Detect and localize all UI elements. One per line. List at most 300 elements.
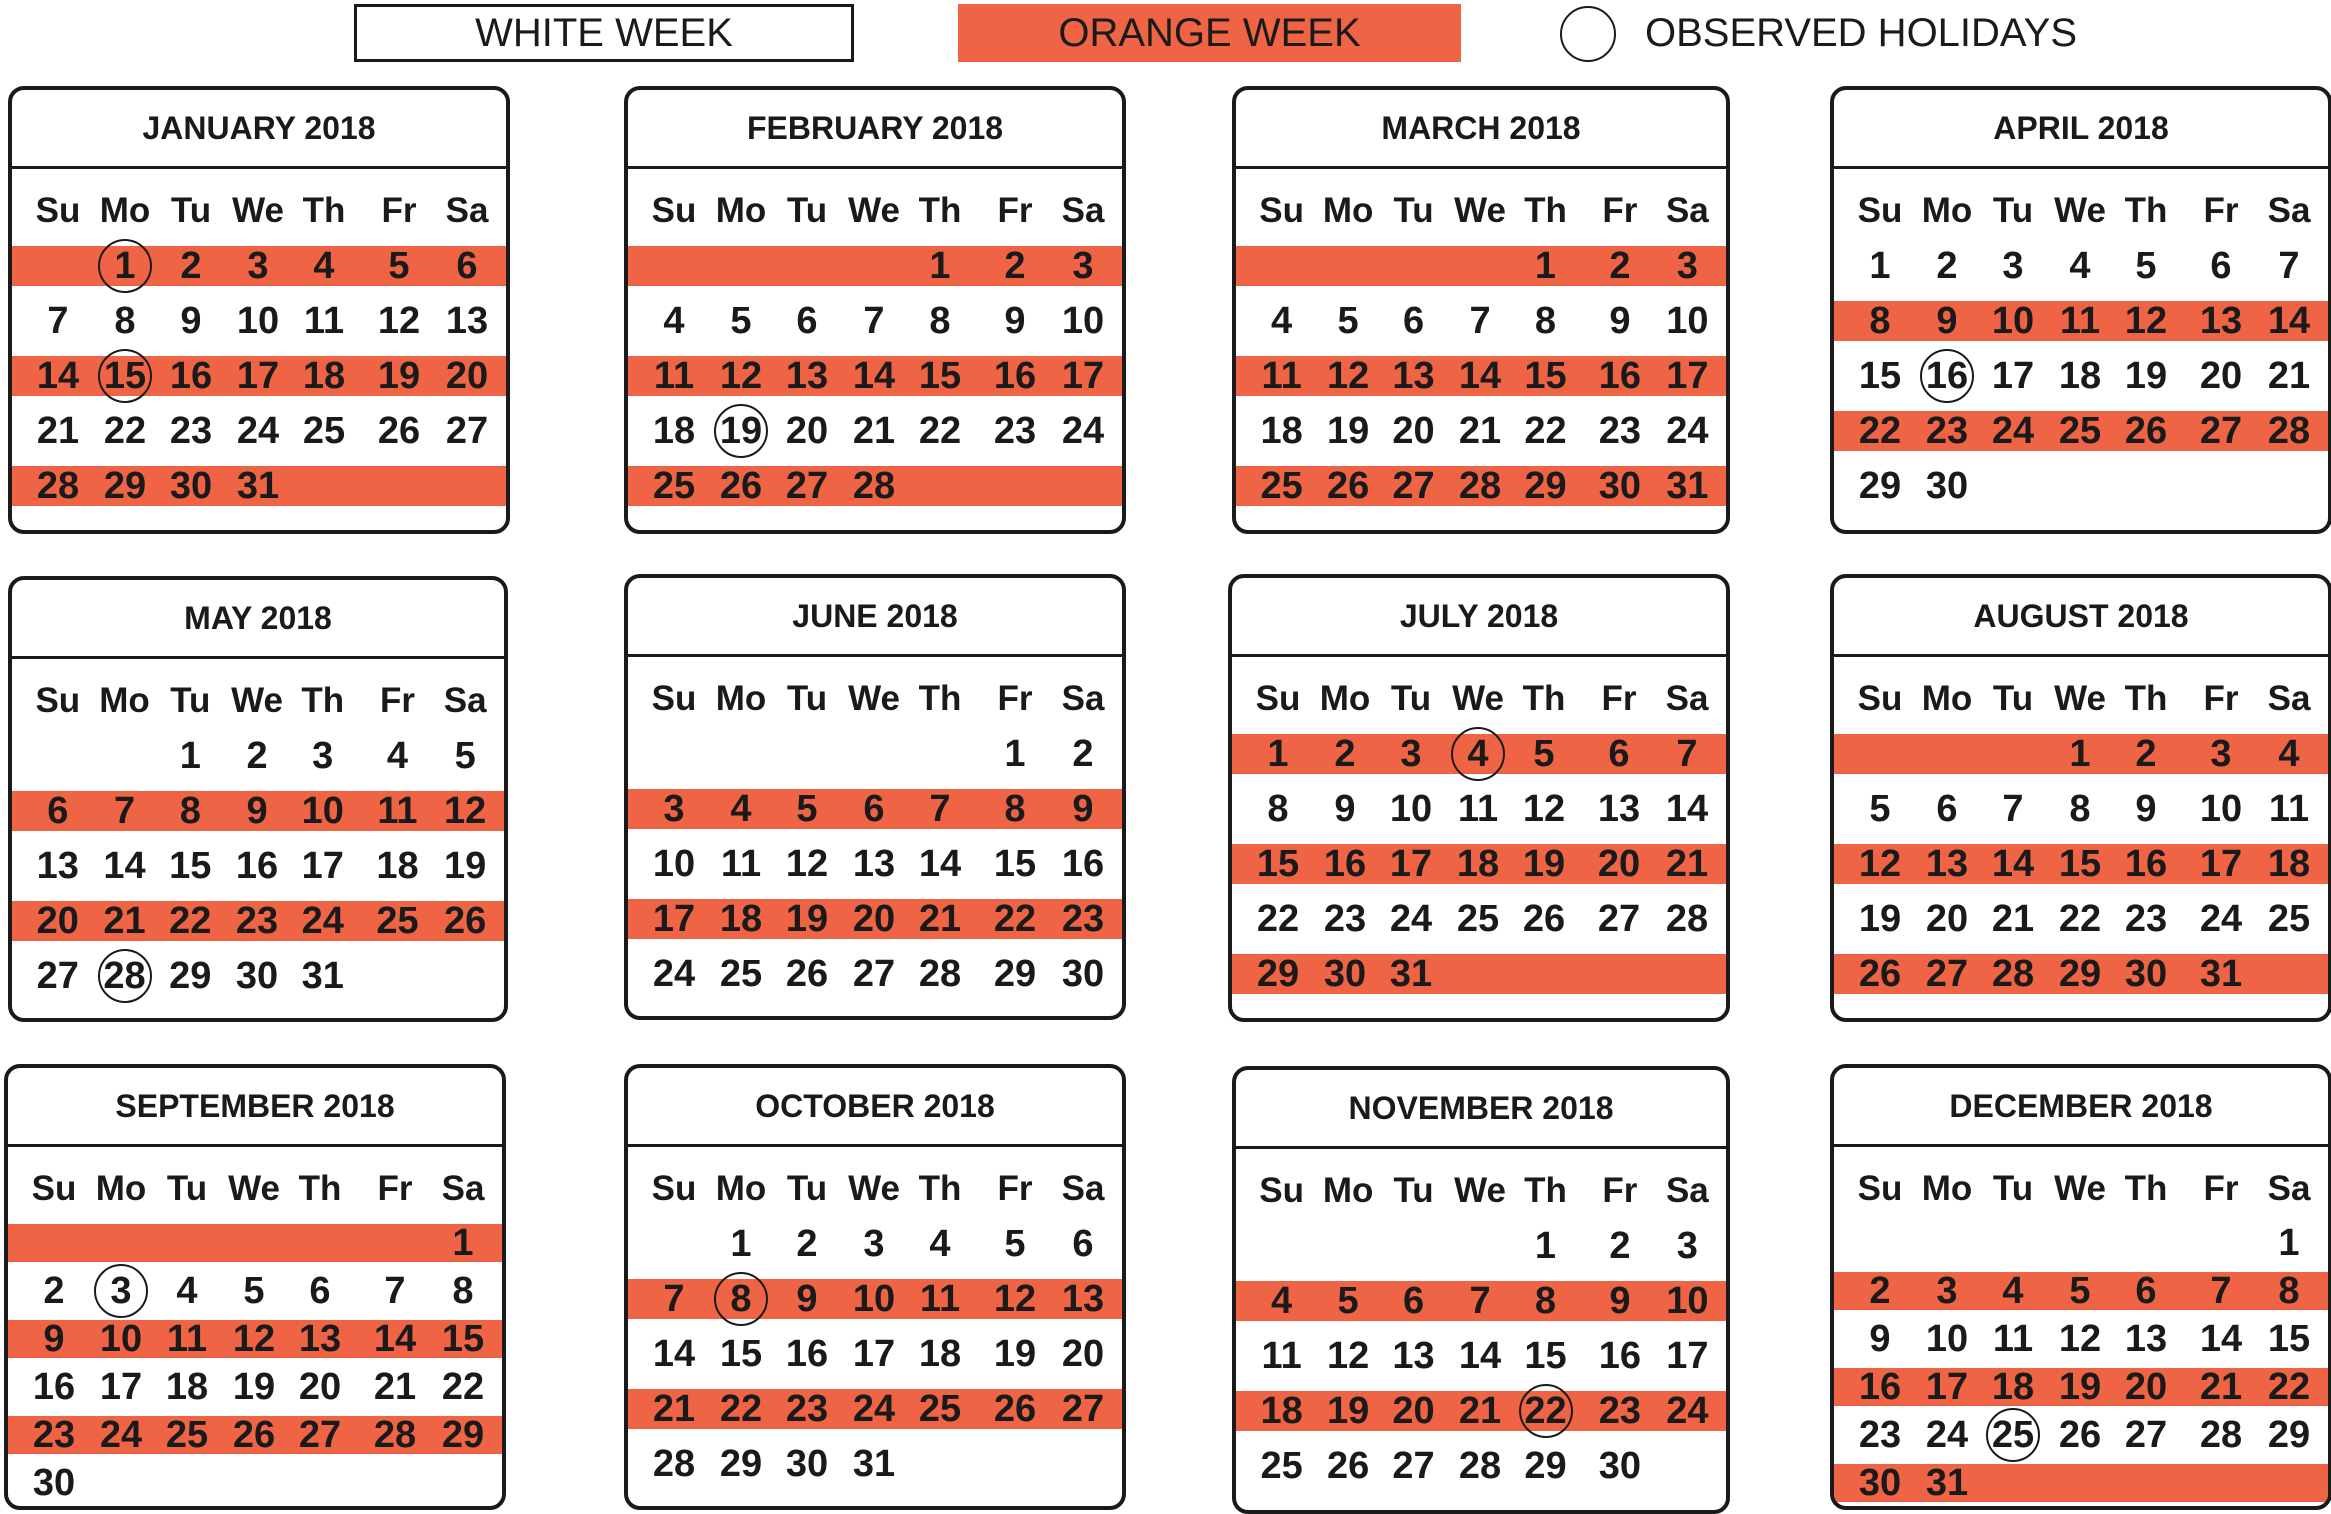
day-cell[interactable] [223, 956, 291, 996]
day-cell[interactable] [1377, 844, 1445, 884]
day-cell[interactable] [707, 1224, 775, 1264]
day-cell[interactable] [1380, 1391, 1448, 1431]
day-cell[interactable] [223, 791, 291, 831]
day-cell[interactable] [1653, 466, 1721, 506]
day-cell[interactable] [431, 736, 499, 776]
day-cell[interactable] [981, 1279, 1049, 1319]
day-cell[interactable] [2046, 356, 2114, 396]
day-cell[interactable] [223, 736, 291, 776]
day-cell[interactable] [157, 411, 225, 451]
day-cell[interactable] [1446, 1391, 1514, 1431]
day-cell[interactable] [433, 356, 501, 396]
day-cell[interactable] [840, 411, 908, 451]
day-cell[interactable] [981, 1389, 1049, 1429]
day-cell[interactable] [981, 356, 1049, 396]
day-cell[interactable] [1248, 356, 1316, 396]
day-cell[interactable] [707, 1334, 775, 1374]
day-cell[interactable] [981, 954, 1049, 994]
day-cell[interactable] [2187, 1413, 2255, 1456]
day-cell[interactable] [1244, 899, 1312, 939]
day-cell[interactable] [1049, 954, 1117, 994]
day-cell[interactable] [1049, 301, 1117, 341]
day-cell[interactable] [640, 301, 708, 341]
day-cell[interactable] [24, 791, 92, 831]
day-cell[interactable] [1377, 789, 1445, 829]
day-cell[interactable] [1049, 1389, 1117, 1429]
day-cell[interactable] [2187, 1317, 2255, 1360]
day-cell[interactable] [365, 301, 433, 341]
day-cell[interactable] [1248, 1281, 1316, 1321]
day-cell[interactable] [2187, 1365, 2255, 1408]
day-cell[interactable] [1979, 1269, 2047, 1312]
day-cell[interactable] [1049, 1334, 1117, 1374]
day-cell[interactable] [1979, 1317, 2047, 1360]
day-cell[interactable] [773, 1334, 841, 1374]
day-cell[interactable] [2112, 1365, 2180, 1408]
day-cell[interactable] [87, 1413, 155, 1456]
day-cell[interactable] [87, 1365, 155, 1408]
day-cell[interactable] [1248, 466, 1316, 506]
day-cell[interactable] [1913, 411, 1981, 451]
day-cell[interactable] [20, 1317, 88, 1360]
day-cell[interactable] [1979, 1365, 2047, 1408]
day-cell[interactable] [840, 1279, 908, 1319]
day-cell[interactable] [2255, 844, 2323, 884]
day-cell[interactable] [2046, 1413, 2114, 1456]
day-cell[interactable] [1248, 1446, 1316, 1486]
day-cell[interactable] [2112, 954, 2180, 994]
day-cell[interactable] [773, 789, 841, 829]
day-cell[interactable] [156, 901, 224, 941]
day-cell[interactable] [773, 1444, 841, 1484]
day-cell[interactable] [2187, 246, 2255, 286]
day-cell[interactable] [1653, 356, 1721, 396]
day-cell[interactable] [433, 246, 501, 286]
day-cell[interactable] [1653, 844, 1721, 884]
day-cell[interactable] [1979, 844, 2047, 884]
day-cell[interactable] [289, 901, 357, 941]
day-cell[interactable] [91, 411, 159, 451]
day-cell[interactable] [707, 789, 775, 829]
day-cell[interactable] [2187, 954, 2255, 994]
day-cell[interactable] [1314, 301, 1382, 341]
day-cell[interactable] [1244, 734, 1312, 774]
day-cell[interactable] [906, 844, 974, 884]
day-cell[interactable] [153, 1317, 221, 1360]
day-cell[interactable] [365, 411, 433, 451]
day-cell[interactable] [707, 466, 775, 506]
day-cell[interactable] [707, 1444, 775, 1484]
day-cell[interactable] [773, 1224, 841, 1264]
day-cell[interactable] [1248, 301, 1316, 341]
day-cell[interactable] [840, 356, 908, 396]
day-cell[interactable] [1846, 844, 1914, 884]
day-cell[interactable] [1913, 246, 1981, 286]
day-cell[interactable] [840, 466, 908, 506]
day-cell[interactable] [773, 899, 841, 939]
day-cell[interactable] [1377, 954, 1445, 994]
day-cell[interactable] [286, 1317, 354, 1360]
day-cell[interactable] [1979, 1413, 2047, 1456]
day-cell[interactable] [773, 301, 841, 341]
day-cell[interactable] [1653, 246, 1721, 286]
day-cell[interactable] [361, 1365, 429, 1408]
day-cell[interactable] [1380, 301, 1448, 341]
day-cell[interactable] [24, 356, 92, 396]
day-cell[interactable] [1913, 1413, 1981, 1456]
day-cell[interactable] [24, 466, 92, 506]
day-cell[interactable] [2046, 844, 2114, 884]
day-cell[interactable] [2187, 411, 2255, 451]
day-cell[interactable] [431, 791, 499, 831]
day-cell[interactable] [1314, 1336, 1382, 1376]
day-cell[interactable] [220, 1317, 288, 1360]
day-cell[interactable] [2112, 1269, 2180, 1312]
day-cell[interactable] [2112, 411, 2180, 451]
day-cell[interactable] [906, 789, 974, 829]
day-cell[interactable] [1248, 1336, 1316, 1376]
day-cell[interactable] [2046, 246, 2114, 286]
day-cell[interactable] [1244, 844, 1312, 884]
day-cell[interactable] [1444, 844, 1512, 884]
day-cell[interactable] [156, 736, 224, 776]
day-cell[interactable] [773, 411, 841, 451]
day-cell[interactable] [429, 1317, 497, 1360]
day-cell[interactable] [1512, 466, 1580, 506]
day-cell[interactable] [1979, 246, 2047, 286]
day-cell[interactable] [1444, 734, 1512, 774]
day-cell[interactable] [91, 956, 159, 996]
day-cell[interactable] [1586, 1336, 1654, 1376]
day-cell[interactable] [1913, 899, 1981, 939]
day-cell[interactable] [1586, 246, 1654, 286]
day-cell[interactable] [2046, 1317, 2114, 1360]
day-cell[interactable] [2255, 301, 2323, 341]
day-cell[interactable] [906, 356, 974, 396]
day-cell[interactable] [1512, 1391, 1580, 1431]
day-cell[interactable] [1653, 1391, 1721, 1431]
day-cell[interactable] [365, 246, 433, 286]
day-cell[interactable] [289, 736, 357, 776]
day-cell[interactable] [289, 846, 357, 886]
day-cell[interactable] [1585, 789, 1653, 829]
day-cell[interactable] [1244, 789, 1312, 829]
day-cell[interactable] [220, 1365, 288, 1408]
day-cell[interactable] [1586, 356, 1654, 396]
day-cell[interactable] [1846, 246, 1914, 286]
day-cell[interactable] [1380, 1336, 1448, 1376]
day-cell[interactable] [1244, 954, 1312, 994]
day-cell[interactable] [1311, 954, 1379, 994]
day-cell[interactable] [1314, 1281, 1382, 1321]
day-cell[interactable] [20, 1413, 88, 1456]
day-cell[interactable] [981, 844, 1049, 884]
day-cell[interactable] [1510, 844, 1578, 884]
day-cell[interactable] [1653, 789, 1721, 829]
day-cell[interactable] [153, 1365, 221, 1408]
day-cell[interactable] [1913, 1317, 1981, 1360]
day-cell[interactable] [906, 1279, 974, 1319]
day-cell[interactable] [220, 1413, 288, 1456]
day-cell[interactable] [1512, 411, 1580, 451]
day-cell[interactable] [91, 246, 159, 286]
day-cell[interactable] [2255, 899, 2323, 939]
day-cell[interactable] [981, 789, 1049, 829]
day-cell[interactable] [1049, 246, 1117, 286]
day-cell[interactable] [1979, 899, 2047, 939]
day-cell[interactable] [290, 411, 358, 451]
day-cell[interactable] [1314, 466, 1382, 506]
day-cell[interactable] [1653, 411, 1721, 451]
day-cell[interactable] [1248, 411, 1316, 451]
day-cell[interactable] [2255, 1317, 2323, 1360]
day-cell[interactable] [286, 1269, 354, 1312]
day-cell[interactable] [840, 899, 908, 939]
day-cell[interactable] [224, 466, 292, 506]
day-cell[interactable] [840, 1389, 908, 1429]
day-cell[interactable] [1846, 899, 1914, 939]
day-cell[interactable] [1653, 734, 1721, 774]
day-cell[interactable] [157, 356, 225, 396]
day-cell[interactable] [1979, 356, 2047, 396]
day-cell[interactable] [1049, 1279, 1117, 1319]
day-cell[interactable] [24, 956, 92, 996]
day-cell[interactable] [1510, 899, 1578, 939]
day-cell[interactable] [1586, 466, 1654, 506]
day-cell[interactable] [286, 1365, 354, 1408]
day-cell[interactable] [981, 734, 1049, 774]
day-cell[interactable] [707, 356, 775, 396]
day-cell[interactable] [773, 1279, 841, 1319]
day-cell[interactable] [906, 1334, 974, 1374]
day-cell[interactable] [157, 246, 225, 286]
day-cell[interactable] [223, 901, 291, 941]
day-cell[interactable] [224, 246, 292, 286]
day-cell[interactable] [1653, 1281, 1721, 1321]
day-cell[interactable] [1586, 1446, 1654, 1486]
day-cell[interactable] [1846, 789, 1914, 829]
day-cell[interactable] [2112, 246, 2180, 286]
day-cell[interactable] [1049, 789, 1117, 829]
day-cell[interactable] [773, 954, 841, 994]
day-cell[interactable] [906, 301, 974, 341]
day-cell[interactable] [1586, 1281, 1654, 1321]
day-cell[interactable] [1586, 411, 1654, 451]
day-cell[interactable] [2255, 356, 2323, 396]
day-cell[interactable] [1444, 899, 1512, 939]
day-cell[interactable] [2187, 1269, 2255, 1312]
day-cell[interactable] [1049, 1224, 1117, 1264]
day-cell[interactable] [707, 844, 775, 884]
day-cell[interactable] [906, 1389, 974, 1429]
day-cell[interactable] [1913, 1461, 1981, 1504]
day-cell[interactable] [433, 301, 501, 341]
day-cell[interactable] [1049, 844, 1117, 884]
day-cell[interactable] [1586, 1226, 1654, 1266]
day-cell[interactable] [1510, 734, 1578, 774]
day-cell[interactable] [1444, 789, 1512, 829]
day-cell[interactable] [1913, 789, 1981, 829]
day-cell[interactable] [1314, 411, 1382, 451]
day-cell[interactable] [1653, 301, 1721, 341]
day-cell[interactable] [1846, 1461, 1914, 1504]
day-cell[interactable] [91, 301, 159, 341]
day-cell[interactable] [1585, 734, 1653, 774]
day-cell[interactable] [1380, 411, 1448, 451]
day-cell[interactable] [1913, 356, 1981, 396]
day-cell[interactable] [640, 954, 708, 994]
day-cell[interactable] [156, 791, 224, 831]
day-cell[interactable] [773, 356, 841, 396]
day-cell[interactable] [1913, 1269, 1981, 1312]
day-cell[interactable] [223, 846, 291, 886]
day-cell[interactable] [707, 301, 775, 341]
day-cell[interactable] [640, 789, 708, 829]
day-cell[interactable] [640, 844, 708, 884]
day-cell[interactable] [1248, 1391, 1316, 1431]
day-cell[interactable] [640, 411, 708, 451]
day-cell[interactable] [640, 1444, 708, 1484]
day-cell[interactable] [2046, 899, 2114, 939]
day-cell[interactable] [840, 301, 908, 341]
day-cell[interactable] [363, 736, 431, 776]
day-cell[interactable] [1512, 1281, 1580, 1321]
day-cell[interactable] [981, 899, 1049, 939]
day-cell[interactable] [1314, 356, 1382, 396]
day-cell[interactable] [773, 844, 841, 884]
day-cell[interactable] [2255, 1221, 2323, 1264]
day-cell[interactable] [24, 901, 92, 941]
day-cell[interactable] [1512, 356, 1580, 396]
day-cell[interactable] [906, 1224, 974, 1264]
day-cell[interactable] [91, 901, 159, 941]
day-cell[interactable] [707, 1389, 775, 1429]
day-cell[interactable] [156, 846, 224, 886]
day-cell[interactable] [1311, 844, 1379, 884]
day-cell[interactable] [640, 1334, 708, 1374]
day-cell[interactable] [1311, 789, 1379, 829]
day-cell[interactable] [2046, 411, 2114, 451]
day-cell[interactable] [773, 466, 841, 506]
day-cell[interactable] [429, 1365, 497, 1408]
day-cell[interactable] [1979, 954, 2047, 994]
day-cell[interactable] [1446, 1446, 1514, 1486]
day-cell[interactable] [1446, 1336, 1514, 1376]
day-cell[interactable] [2112, 734, 2180, 774]
day-cell[interactable] [1913, 954, 1981, 994]
day-cell[interactable] [1512, 301, 1580, 341]
day-cell[interactable] [290, 246, 358, 286]
day-cell[interactable] [1979, 301, 2047, 341]
day-cell[interactable] [1446, 1281, 1514, 1321]
day-cell[interactable] [840, 1444, 908, 1484]
day-cell[interactable] [429, 1413, 497, 1456]
day-cell[interactable] [981, 1224, 1049, 1264]
day-cell[interactable] [20, 1365, 88, 1408]
day-cell[interactable] [981, 411, 1049, 451]
day-cell[interactable] [224, 356, 292, 396]
day-cell[interactable] [640, 466, 708, 506]
day-cell[interactable] [361, 1413, 429, 1456]
day-cell[interactable] [906, 954, 974, 994]
day-cell[interactable] [87, 1317, 155, 1360]
day-cell[interactable] [906, 411, 974, 451]
day-cell[interactable] [1846, 1317, 1914, 1360]
day-cell[interactable] [1380, 356, 1448, 396]
day-cell[interactable] [1846, 356, 1914, 396]
day-cell[interactable] [363, 791, 431, 831]
day-cell[interactable] [1512, 1226, 1580, 1266]
day-cell[interactable] [981, 301, 1049, 341]
day-cell[interactable] [224, 301, 292, 341]
day-cell[interactable] [2046, 1365, 2114, 1408]
day-cell[interactable] [431, 901, 499, 941]
day-cell[interactable] [1512, 246, 1580, 286]
day-cell[interactable] [1653, 899, 1721, 939]
day-cell[interactable] [2112, 899, 2180, 939]
day-cell[interactable] [289, 791, 357, 831]
day-cell[interactable] [24, 846, 92, 886]
day-cell[interactable] [363, 846, 431, 886]
day-cell[interactable] [365, 356, 433, 396]
day-cell[interactable] [981, 1334, 1049, 1374]
day-cell[interactable] [1653, 1336, 1721, 1376]
day-cell[interactable] [2112, 301, 2180, 341]
day-cell[interactable] [1377, 899, 1445, 939]
day-cell[interactable] [290, 356, 358, 396]
day-cell[interactable] [429, 1221, 497, 1264]
day-cell[interactable] [2046, 954, 2114, 994]
day-cell[interactable] [290, 301, 358, 341]
day-cell[interactable] [286, 1413, 354, 1456]
day-cell[interactable] [1846, 301, 1914, 341]
day-cell[interactable] [2046, 301, 2114, 341]
day-cell[interactable] [1913, 1365, 1981, 1408]
day-cell[interactable] [87, 1269, 155, 1312]
day-cell[interactable] [156, 956, 224, 996]
day-cell[interactable] [1913, 844, 1981, 884]
day-cell[interactable] [429, 1269, 497, 1312]
day-cell[interactable] [707, 899, 775, 939]
day-cell[interactable] [640, 356, 708, 396]
day-cell[interactable] [1510, 789, 1578, 829]
day-cell[interactable] [773, 1389, 841, 1429]
day-cell[interactable] [1049, 734, 1117, 774]
day-cell[interactable] [1380, 1446, 1448, 1486]
day-cell[interactable] [640, 899, 708, 939]
day-cell[interactable] [2112, 356, 2180, 396]
day-cell[interactable] [363, 901, 431, 941]
day-cell[interactable] [1377, 734, 1445, 774]
day-cell[interactable] [840, 1334, 908, 1374]
day-cell[interactable] [2187, 899, 2255, 939]
day-cell[interactable] [1380, 466, 1448, 506]
day-cell[interactable] [91, 791, 159, 831]
day-cell[interactable] [20, 1461, 88, 1504]
day-cell[interactable] [220, 1269, 288, 1312]
day-cell[interactable] [1049, 899, 1117, 939]
day-cell[interactable] [2187, 356, 2255, 396]
day-cell[interactable] [2046, 1269, 2114, 1312]
day-cell[interactable] [361, 1269, 429, 1312]
day-cell[interactable] [2112, 789, 2180, 829]
day-cell[interactable] [1446, 356, 1514, 396]
day-cell[interactable] [840, 954, 908, 994]
day-cell[interactable] [2255, 1365, 2323, 1408]
day-cell[interactable] [1446, 411, 1514, 451]
day-cell[interactable] [24, 301, 92, 341]
day-cell[interactable] [2187, 844, 2255, 884]
